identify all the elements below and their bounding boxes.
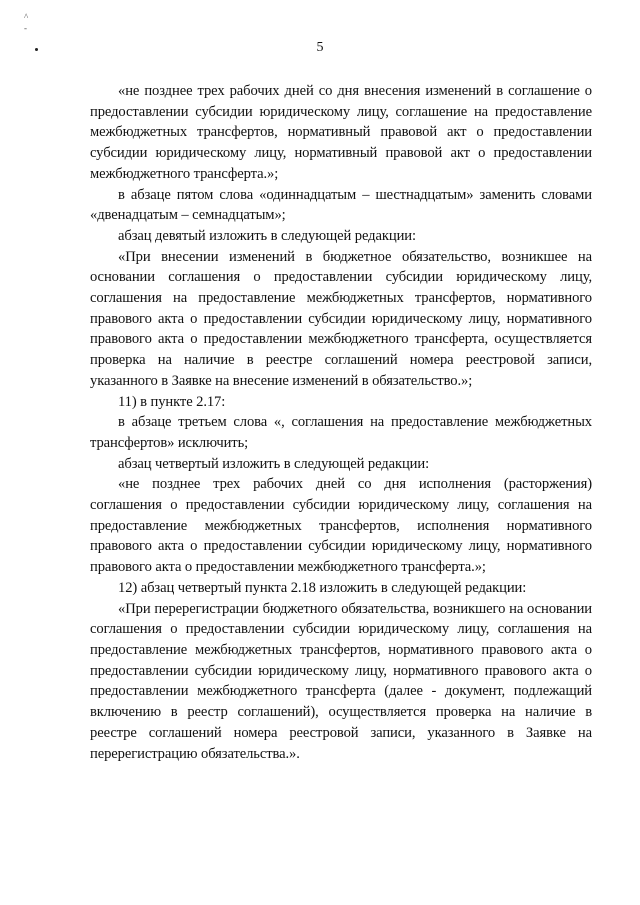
scan-artifact-mark: ^ <box>24 12 29 22</box>
paragraph-9: 12) абзац четвертый пункта 2.18 изложить в следующей редакции: <box>118 579 527 596</box>
paragraph-1: «не позднее трех рабочих дней со дня внесения изменений в соглашение о предоставлении субсидии юридическому лицу, соглашение на предоставление межбюджетных трансфертов, нормативный правовой акт о предоставлении субсидии юридическому лицу, нормативный правовой акт о предоставлении межбюджетного трансферта.»; <box>90 83 592 182</box>
paragraph-10: «При перерегистрации бюджетного обязательства, возникшего на основании соглашения о предоставлении субсидии юридическому лицу, соглашения на предоставление межбюджетных трансфертов, нормативного правового акта о предоставлении субсидии юридическому лицу, нормативного правового акта о предоставлении межбюджетного трансферта (далее - документ, подлежащий включению в реестр соглашений), осуществляется проверка на наличие в реестре соглашений номера реестровой записи, указанного в Заявке на перерегистрацию обязательства.». <box>90 600 592 762</box>
scan-artifact-dash: - <box>24 23 27 33</box>
paragraph-8: «не позднее трех рабочих дней со дня исполнения (расторжения) соглашения о предоставлении субсидии юридическому лицу, соглашения на предоставление межбюджетных трансфертов, исполнения нормативного правового акта о предоставлении субсидии юридическому лицу, нормативного правового акта о предоставлении межбюджетного трансферта.»; <box>90 476 592 576</box>
page-number: 5 <box>316 40 324 55</box>
paragraph-5: 11) в пункте 2.17: <box>118 393 226 410</box>
paragraph-2: в абзаце пятом слова «одиннадцатым – шестнадцатым» заменить словами «двенадцатым – семнадцатым»; <box>90 186 592 224</box>
document-body <box>90 81 592 764</box>
paragraph-4: «При внесении изменений в бюджетное обязательство, возникшее на основании соглашения о предоставлении субсидии юридическому лицу, соглашения на предоставление межбюджетных трансфертов, нормативного правового акта о предоставлении субсидии юридическому лицу, нормативного правового акта о предоставлении межбюджетного трансферта, осуществляется проверка на наличие в реестре соглашений номера реестровой записи, указанного в Заявке на внесение изменений в обязательство.»; <box>90 248 592 389</box>
paragraph-7: абзац четвертый изложить в следующей редакции: <box>118 455 430 472</box>
paragraph-6: в абзаце третьем слова «, соглашения на предоставление межбюджетных трансфертов» исключить; <box>90 414 592 451</box>
paragraph-3: абзац девятый изложить в следующей редакции: <box>118 227 416 244</box>
